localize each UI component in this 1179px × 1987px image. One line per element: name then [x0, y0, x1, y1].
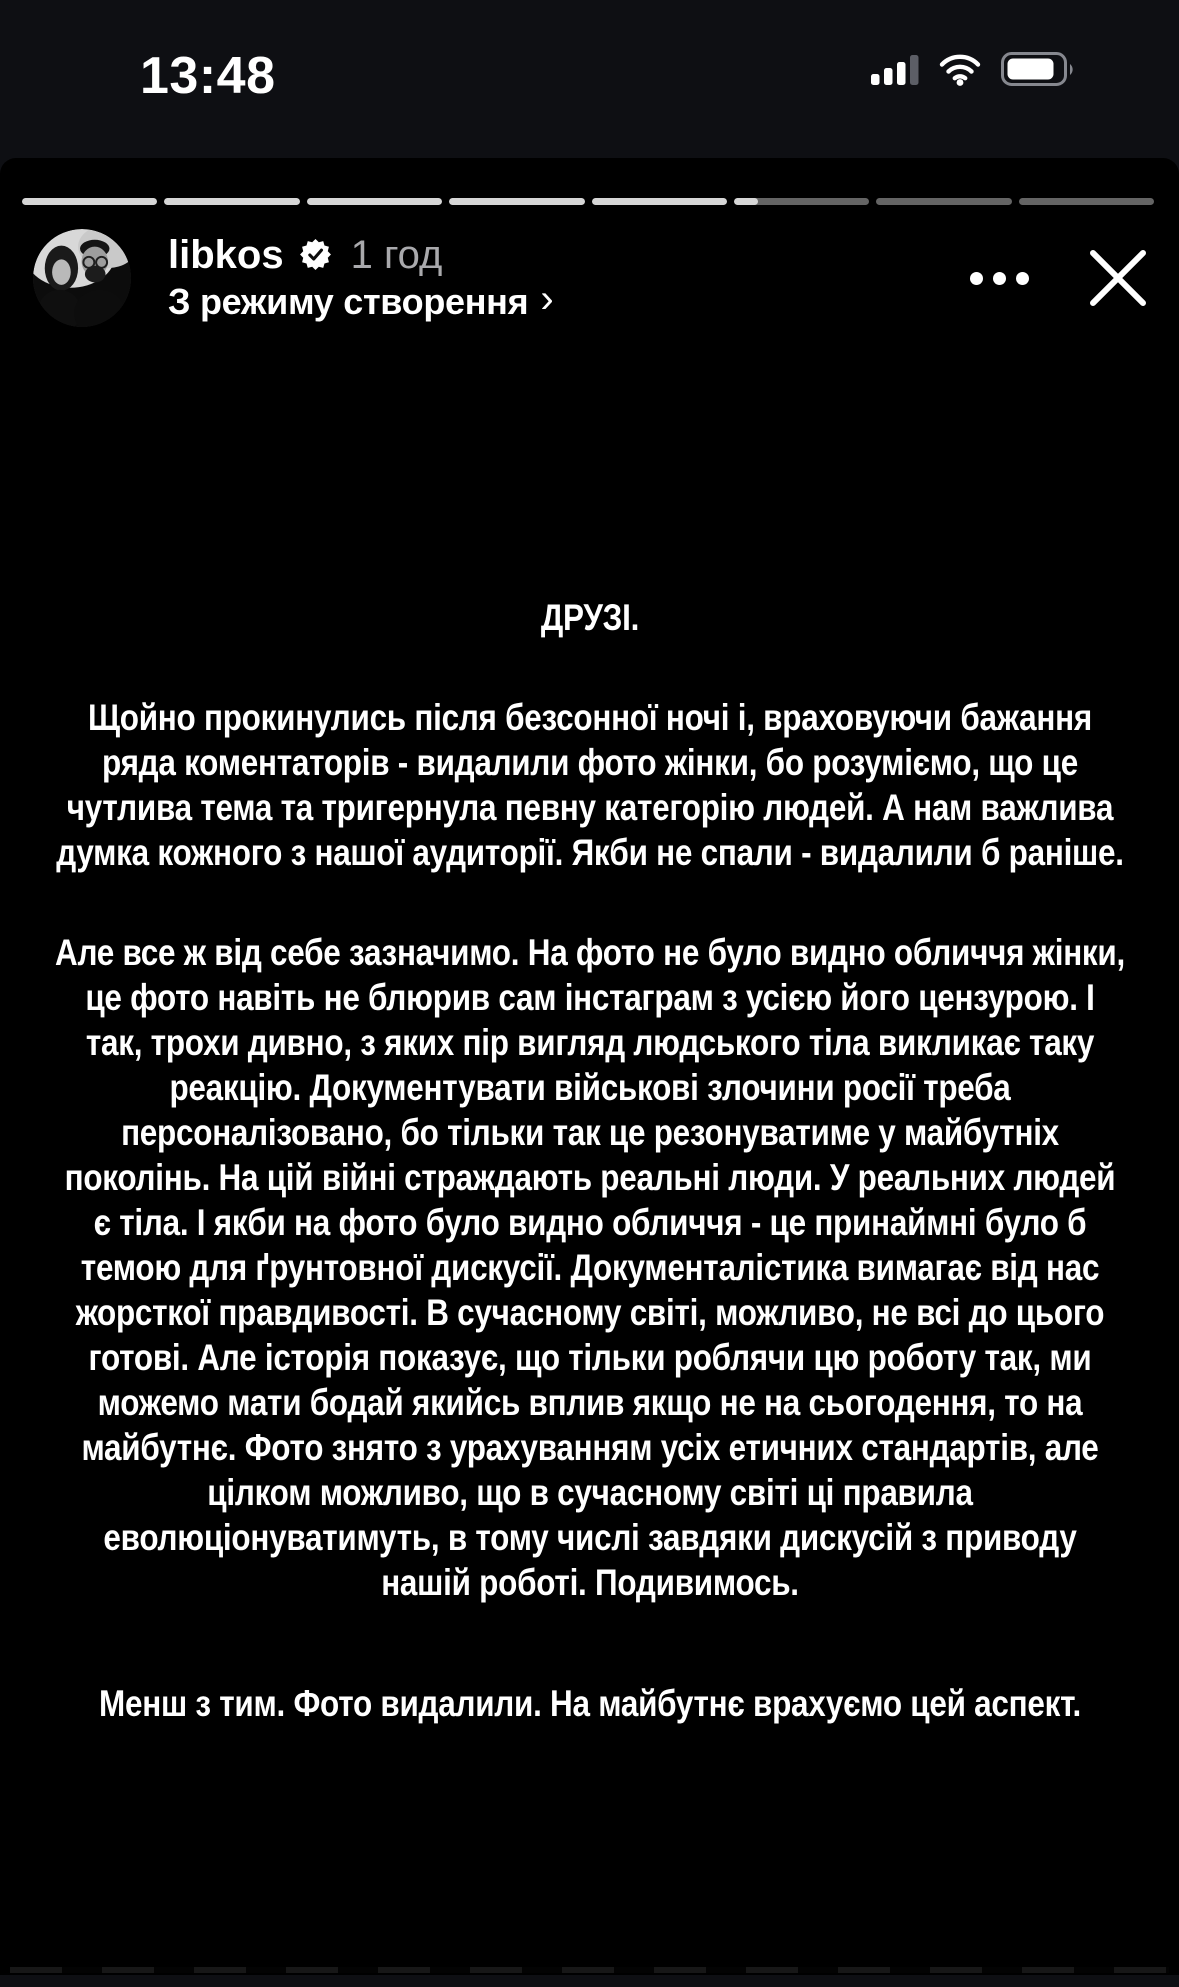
progress-segment	[592, 198, 727, 205]
wifi-icon	[937, 53, 983, 92]
progress-segment	[449, 198, 584, 205]
progress-segment	[1019, 198, 1154, 205]
bottom-edge-strip	[0, 1963, 1179, 1975]
story-paragraph: ДРУЗІ.	[540, 597, 639, 638]
progress-segment	[164, 198, 299, 205]
story-card	[0, 158, 1179, 1975]
story-paragraph: Але все ж від себе зазначимо. На фото не було видно обличчя жінки, це фото навіть не блюрив сам інстаграм з усією його цензурою. І так, трохи дивно, з яких пір вигляд людського тіла викликає таку реакцію. Документувати військові злочини росії треба персоналізовано, бо тільки так це резонуватиме у майбутніх поколінь. На цій війні страждають реальні люди. У реальних людей є тіла. І якби на фото було видно обличчя - це принаймні було б темою для ґрунтовної дискусії. Документалістика вимагає від нас жорсткої правдивості. В сучасному світі, можливо, не всі до цього готові. Але історія показує, що тільки роблячи цю роботу так, ми можемо мати бодай якийсь вплив якщо не на сьогодення, то на майбутнє. Фото знято з урахуванням усіх етичних стандартів, але цілком можливо, що в сучасному світі ці правила еволюціонуватимуть, в тому числі завдяки дискусій з приводу нашій роботі. Подивимось.	[54, 932, 1125, 1603]
progress-segment	[734, 198, 869, 205]
story-text	[54, 595, 1125, 1726]
progress-segment	[307, 198, 442, 205]
close-button[interactable]	[1087, 247, 1149, 309]
progress-segment-fill	[164, 198, 299, 205]
story-paragraph: Щойно прокинулись після безсонної ночі і, враховуючи бажання ряда коментаторів - видалили фото жінки, бо розуміємо, що це чутлива тема та тригернула певну категорію людей. А нам важлива думка кожного з нашої аудиторії. Якби не спали - видалили б раніше.	[55, 697, 1124, 873]
story-header-text	[168, 232, 554, 322]
creation-mode-label: З режиму створення	[168, 280, 529, 322]
creation-mode-link[interactable]	[168, 276, 554, 322]
dot-icon	[1016, 272, 1029, 285]
story-header	[33, 228, 1149, 328]
username[interactable]: libkos	[168, 232, 284, 277]
progress-segment-fill	[734, 198, 758, 205]
dot-icon	[970, 272, 983, 285]
battery-icon	[1001, 52, 1075, 93]
avatar[interactable]	[33, 229, 131, 327]
progress-segment	[876, 198, 1011, 205]
verified-badge-icon	[299, 238, 332, 271]
progress-segment	[22, 198, 157, 205]
status-bar	[0, 0, 1179, 158]
progress-segment-fill	[307, 198, 442, 205]
story-timestamp: 1 год	[350, 232, 443, 277]
chevron-right-icon: ›	[540, 276, 554, 321]
status-icons	[871, 48, 1075, 96]
story-paragraph: Менш з тим. Фото видалили. На майбутнє врахуємо цей аспект.	[98, 1683, 1081, 1724]
dot-icon	[993, 272, 1006, 285]
status-time: 13:48	[140, 47, 276, 105]
progress-segment-fill	[22, 198, 157, 205]
story-progress-bar	[22, 198, 1154, 205]
progress-segment-fill	[592, 198, 727, 205]
progress-segment-fill	[449, 198, 584, 205]
cellular-signal-icon	[871, 53, 919, 92]
more-options-button[interactable]	[970, 262, 1029, 295]
story-header-actions	[970, 228, 1149, 328]
